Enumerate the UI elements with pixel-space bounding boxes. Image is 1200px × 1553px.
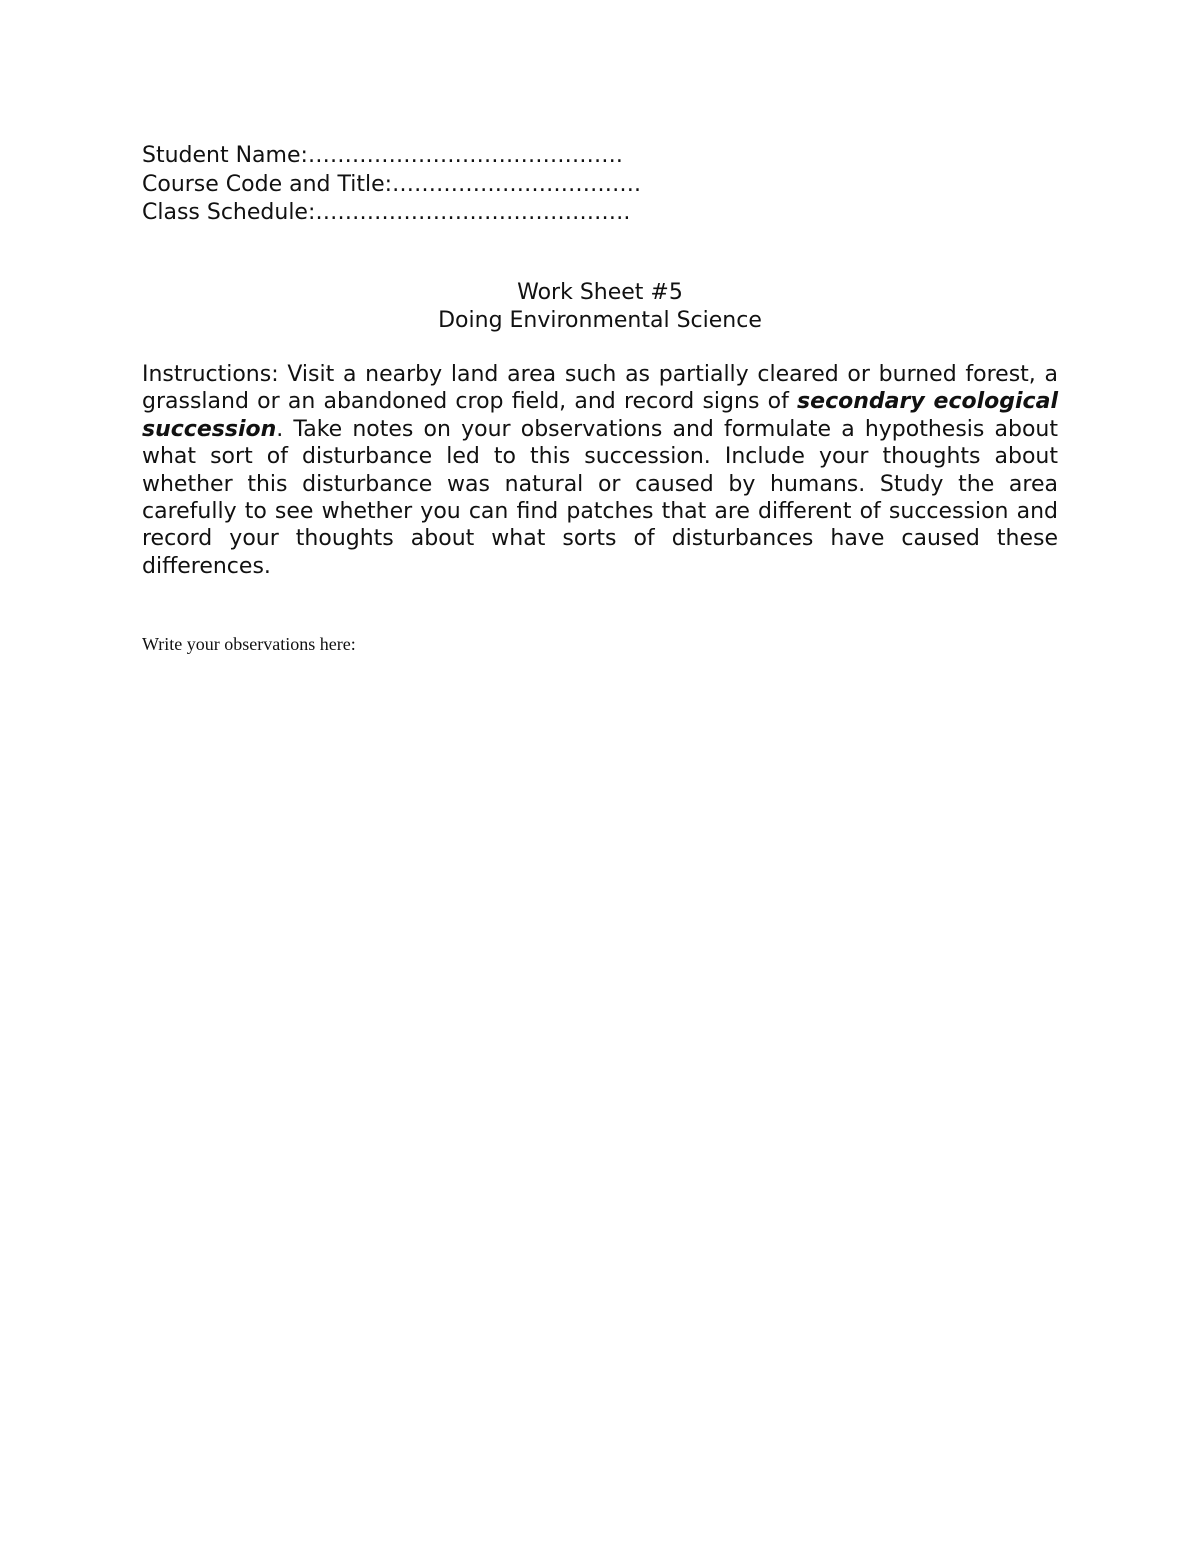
worksheet-subtitle: Doing Environmental Science <box>438 308 762 333</box>
worksheet-title-block <box>142 279 1058 335</box>
instructions-emphasis: secondary ecological succession <box>142 389 1058 442</box>
student-name-line: Student Name:……………………………………. <box>142 143 623 168</box>
course-code-title-line: Course Code and Title:……………………………. <box>142 171 642 197</box>
class-schedule-line: Class Schedule:……………………………………. <box>142 200 631 225</box>
worksheet-number-title: Work Sheet #5 <box>517 280 683 305</box>
student-info-block <box>142 142 641 228</box>
instructions-text-end: . Take notes on your observations and formulate a hypothesis about what sort of disturbance led to this succession. Include your thoughts about whether this disturbance was natural or caused by humans. Study the area carefully to see whether you can find patches that are different of succession and record your thoughts about what sorts of disturbances have caused these differences. <box>142 416 1058 579</box>
instructions-paragraph <box>142 361 1058 580</box>
instructions-text-start: Instructions: Visit a nearby land area such as partially cleared or burned forest, a grassland or an abandoned crop field, and record signs of <box>142 362 1058 415</box>
observations-prompt: Write your observations here: <box>142 634 356 654</box>
